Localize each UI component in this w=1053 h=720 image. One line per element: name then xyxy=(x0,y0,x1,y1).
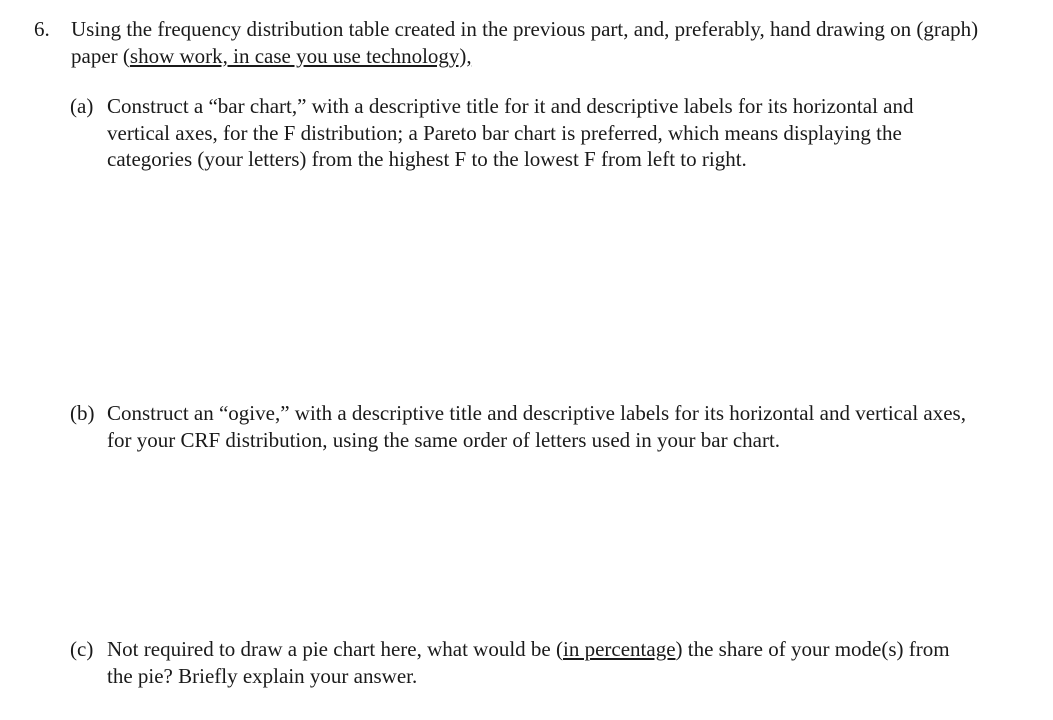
part-c-label: (c) xyxy=(70,637,94,661)
question-number: 6. xyxy=(34,17,50,41)
part-a xyxy=(70,93,970,173)
question-text: Using the frequency distribution table created in the previous part, and, preferably, hand drawing on (graph) paper ( xyxy=(71,17,979,68)
part-c-text-before: Not required to draw a pie chart here, what would be ( xyxy=(107,637,563,661)
question-6 xyxy=(30,16,1030,69)
question-prompt xyxy=(71,16,1030,69)
part-a-text: Construct a “bar chart,” with a descriptive title for it and descriptive labels for its horizontal and vertical axes, for the F distribution; a Pareto bar chart is preferred, which means displaying the categories (your letters) from the highest F to the lowest F from left to right. xyxy=(107,94,914,171)
part-b-label: (b) xyxy=(70,401,95,425)
part-c xyxy=(70,636,970,689)
part-a-label: (a) xyxy=(70,94,94,118)
part-c-text-after: ) the share of your mode(s) from the pie? Briefly explain your answer. xyxy=(107,637,950,688)
part-b xyxy=(70,400,970,453)
question-underlined-text: show work, in case you use technology), xyxy=(129,43,472,68)
part-c-underlined-text: in percentage xyxy=(563,637,676,661)
question-row xyxy=(30,16,1030,69)
part-c-text xyxy=(107,636,970,689)
part-b-text: Construct an “ogive,” with a descriptive title and descriptive labels for its horizontal and vertical axes, for your CRF distribution, using the same order of letters used in your bar chart. xyxy=(107,401,966,452)
